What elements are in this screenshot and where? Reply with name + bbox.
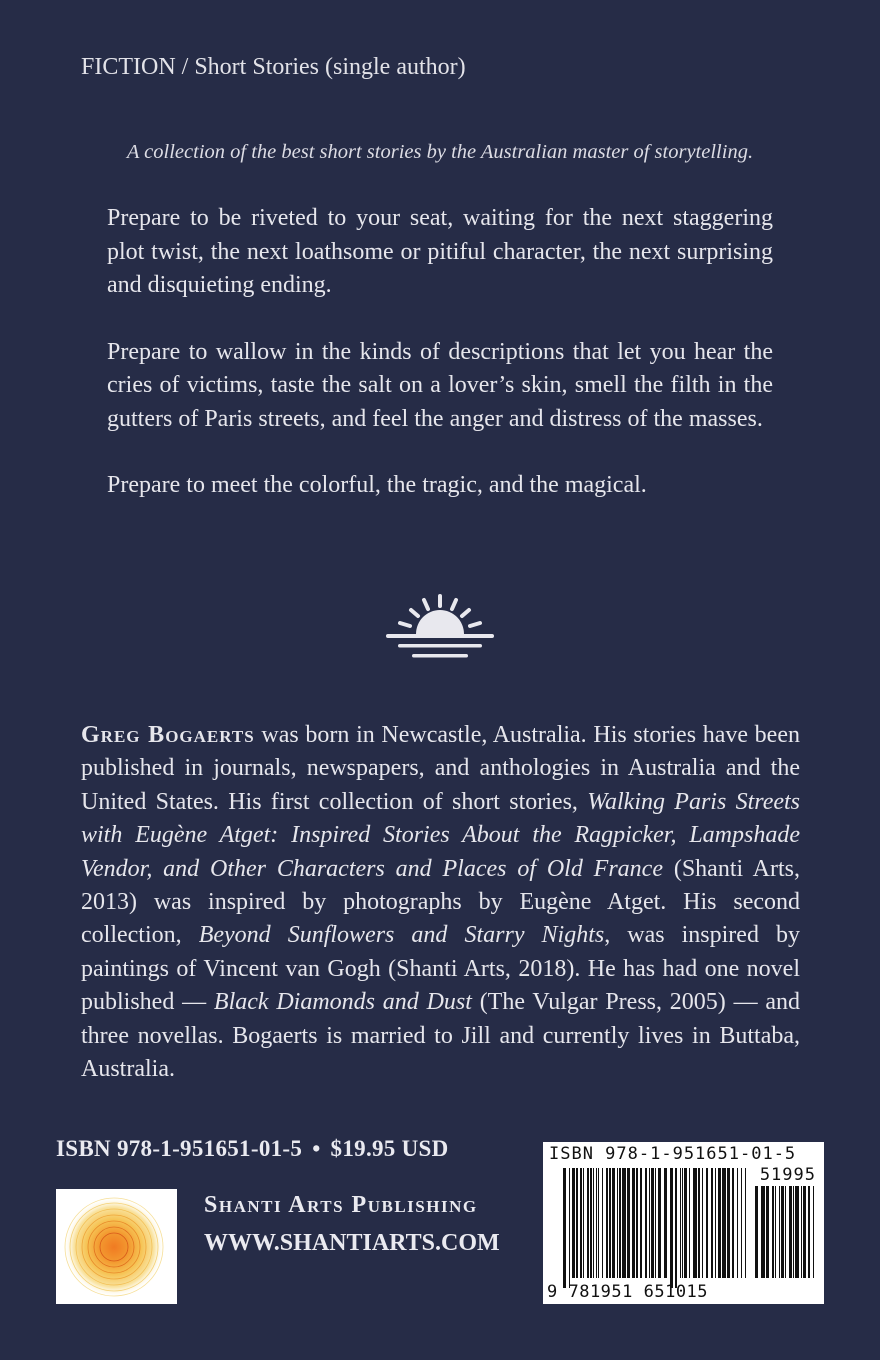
barcode-main-bars [563,1168,749,1288]
barcode-bar [609,1168,611,1278]
barcode-bar [636,1168,638,1278]
barcode-bar [808,1186,810,1278]
barcode-bar [689,1168,690,1278]
author-name: Greg Bogaerts [81,722,255,748]
barcode-bar [718,1168,721,1278]
tagline: A collection of the best short stories by the Australian master of storytelling. [126,141,754,163]
barcode-bar [658,1168,661,1278]
barcode-bar [737,1168,738,1278]
isbn-price-line [56,1136,449,1162]
barcode-bar [785,1186,786,1278]
blurb-paragraph: Prepare to wallow in the kinds of descriptions that let you hear the cries of victims, taste the salt on a lover’s skin, smell the filth in the gutters of Paris streets, and feel the anger and distress of the masses. [107,338,773,432]
barcode-bar [606,1168,608,1278]
barcode-bar [706,1168,708,1278]
barcode-bar [680,1168,681,1278]
publisher-url: WWW.SHANTIARTS.COM [204,1230,500,1256]
book-title: Beyond Sunflowers and Starry Nights [198,922,605,949]
blurb-paragraph: Prepare to meet the colorful, the tragic, and the magical. [107,472,647,498]
barcode-bar [590,1168,592,1278]
barcode-bar [741,1168,742,1278]
barcode-bar [569,1168,570,1288]
bio-text: (The Vulgar Press, 2005) — and three novellas. Bogaerts is married to Jill and currently lives in Buttaba, Australia. [81,989,801,1083]
barcode-bar [698,1168,700,1278]
barcode-bar [651,1168,654,1278]
barcode-bar [727,1168,730,1278]
barcode-bar [602,1168,603,1278]
barcode-number: 9 781951 651015 [547,1282,709,1302]
author-bio [81,719,800,1086]
barcode-bar [793,1186,794,1278]
barcode-bar [779,1186,780,1278]
barcode-bar [781,1186,784,1278]
barcode-bar [682,1168,683,1278]
barcode-bar [772,1186,774,1278]
barcode-bar [598,1168,599,1278]
barcode-bar [795,1186,799,1278]
barcode-bar [640,1168,642,1278]
isbn-text: ISBN 978-1-951651-01-5 [56,1136,303,1161]
barcode-bar [766,1186,769,1278]
blurb-paragraph: Prepare to be riveted to your seat, waiting for the next staggering plot twist, the next loathsome or pitiful character, the next surprising and disquieting ending. [107,205,773,298]
barcode-bar [649,1168,650,1278]
barcode-bar [593,1168,594,1278]
publisher-logo [56,1189,177,1304]
barcode-bar [813,1186,814,1278]
barcode-bar [745,1168,746,1278]
separator: • [312,1136,321,1161]
barcode-bar [580,1168,582,1278]
barcode-bar [693,1168,697,1278]
barcode-bar [755,1186,758,1278]
genre-label: FICTION / Short Stories (single author) [81,54,466,80]
barcode-bar [612,1168,615,1278]
barcode-bar [617,1168,618,1278]
sunrise-icon [386,594,494,660]
publisher-info [204,1186,500,1262]
barcode-bar [675,1168,677,1288]
bio-text: , was inspired by paintings of Vincent van Gogh (Shanti Arts, 2018). He has had one novel published — [81,922,800,1016]
barcode-bar [801,1186,802,1278]
barcode-bar [655,1168,656,1278]
barcode-bar [775,1186,776,1278]
barcode-bar [789,1186,792,1278]
barcode-bar [664,1168,667,1278]
barcode-addon-bars [755,1186,817,1288]
barcode-bar [715,1168,716,1278]
barcode-bar [587,1168,589,1278]
publisher-name: Shanti Arts Publishing [204,1192,478,1218]
barcode-bar [632,1168,635,1278]
barcode-bar [622,1168,626,1278]
sun-logo-icon [56,1189,177,1304]
price: $19.95 USD [330,1136,449,1161]
barcode-bar [684,1168,687,1278]
barcode-bar [711,1168,713,1278]
barcode-bar [761,1186,765,1278]
blurb [107,202,773,503]
barcode-bar [572,1168,575,1278]
bio-text: (Shanti Arts, 2013) was inspired by photographs by Eugène Atget. His second collection, [81,855,800,949]
book-title: Black Diamonds and Dust [213,989,472,1016]
barcode-bar [619,1168,621,1278]
book-title: Walking Paris Streets with Eugène Atget: Inspired Stories About the Ragpicker, Lampshade Vendor, and Other Characters and Places of Old France [81,788,801,882]
barcode-bar [563,1168,566,1288]
barcode-bar [627,1168,630,1278]
barcode-bar [803,1186,806,1278]
barcode-bar [583,1168,584,1278]
barcode-bar [702,1168,703,1278]
barcode-bar [576,1168,578,1278]
barcode [543,1142,824,1304]
barcode-bar [596,1168,597,1278]
barcode-addon-number: 51995 [759,1165,816,1185]
barcode-bar [722,1168,726,1278]
bio-text: was born in Newcastle, Australia. His stories have been published in journals, newspapers, and anthologies in Australia and the United States. His first collection of short stories, [81,722,800,815]
barcode-isbn-text: ISBN 978-1-951651-01-5 [549,1144,797,1164]
barcode-bar [645,1168,647,1278]
barcode-bar [670,1168,673,1288]
barcode-bar [732,1168,734,1278]
